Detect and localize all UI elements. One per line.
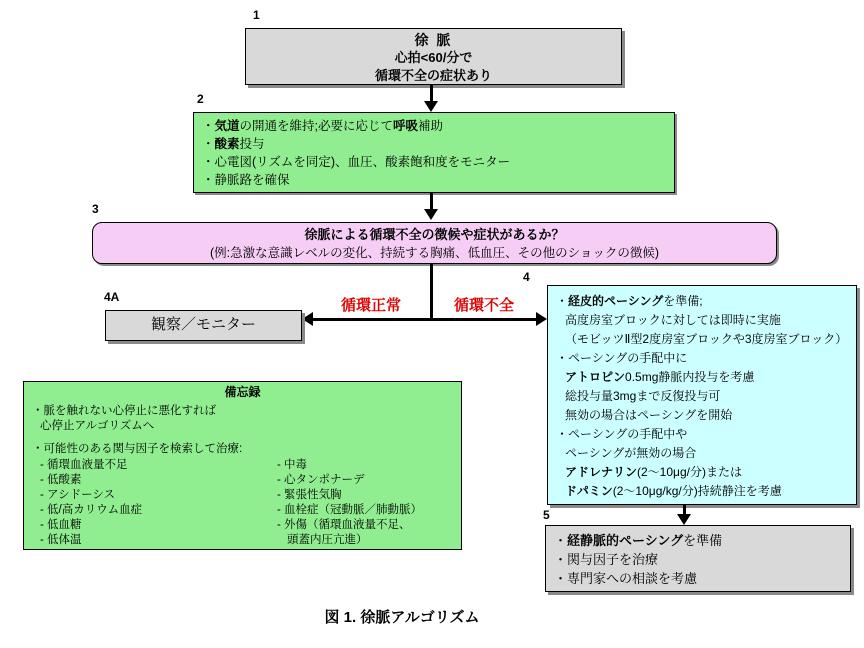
followup-box — [545, 525, 851, 592]
box4-line2: 高度房室ブロックに対しては即時に実施 — [565, 313, 781, 327]
box3-question: 徐脈による循環不全の徴候や症状があるか？ — [304, 227, 565, 242]
initial-care-box — [193, 112, 675, 193]
circulation-normal-label: 循環正常 — [341, 297, 402, 314]
pacing-treatment-box — [547, 285, 857, 505]
step-number-1: 1 — [253, 8, 260, 22]
box4-line5: アトロピン0.5mg静脈内投与を考慮 — [565, 370, 755, 384]
box3-examples: (例:急激な意識レベルの変化、持続する胸痛、低血圧、その他のショックの徴候) — [209, 246, 660, 260]
factor-item: - 低血糖 — [40, 519, 82, 531]
branch-horizontal-line — [313, 318, 536, 321]
perfusion-decision-box — [92, 222, 777, 264]
factor-item: - アシドーシス — [40, 489, 115, 501]
box2-line4: ・静脈路を確保 — [202, 173, 290, 187]
connector-1-2-arrowhead — [424, 101, 438, 112]
step-number-4: 4 — [523, 270, 530, 284]
memo-box — [23, 381, 462, 550]
branch-right-arrowhead — [536, 312, 547, 326]
factor-item: - 低/高カリウム血症 — [40, 504, 143, 516]
step-number-2: 2 — [197, 92, 204, 106]
factor-item: - 血栓症（冠動脈／肺動脈） — [277, 504, 423, 516]
box4-line4: ・ペーシングの手配中に — [556, 351, 688, 365]
memo-note1-line1: ・脈を触れない心停止に悪化すれば — [32, 405, 216, 417]
bradycardia-definition-box — [245, 28, 622, 85]
memo-title: 備忘録 — [224, 385, 261, 399]
step-number-3: 3 — [92, 202, 99, 216]
memo-note1-line2: 心停止アルゴリズムへ — [40, 420, 155, 432]
box4-line3: （モビッツⅡ型2度房室ブロックや3度房室ブロック） — [565, 332, 848, 346]
memo-factors-right — [277, 458, 422, 548]
factor-item: - 心タンポナーデ — [277, 474, 365, 486]
box2-line3: ・心電図(リズムを同定)、血圧、酸素飽和度をモニター — [202, 155, 511, 169]
box4-line9: ペーシングが無効の場合 — [565, 446, 697, 460]
box2-line1: ・気道の開通を維持;必要に応じて呼吸補助 — [202, 119, 444, 133]
factor-item: - 低酸素 — [40, 474, 82, 486]
box4-line7: 無効の場合はペーシングを開始 — [565, 408, 733, 422]
factor-item: - 中毒 — [277, 459, 308, 471]
observe-monitor-box — [105, 310, 302, 341]
box5-line3: ・専門家への相談を考慮 — [554, 571, 698, 586]
circulation-failure-label: 循環不全 — [454, 297, 515, 314]
factor-item: - 循環血液量不足 — [40, 459, 128, 471]
factor-item: - 外傷（循環血液量不足、 — [277, 519, 411, 531]
connector-4-5-arrowhead — [677, 514, 691, 525]
box4a-label: 観察／モニター — [150, 316, 256, 333]
figure-caption: 図 1. 徐脈アルゴリズム — [324, 609, 480, 626]
connector-2-3-arrowhead — [424, 209, 438, 220]
branch-left-arrowhead — [302, 312, 313, 326]
connector-2-3-line — [430, 193, 433, 210]
box4-line8: ・ペーシングの手配中や — [556, 427, 688, 441]
memo-factors-left — [40, 458, 142, 548]
box4-line6: 総投与量3mgまで反復投与可 — [565, 389, 721, 403]
step-number-4a: 4A — [104, 290, 120, 304]
box4-line10: アドレナリン(2～10μg/分)または — [565, 465, 742, 479]
box1-title: 徐 脈 — [414, 32, 453, 48]
box1-line2: 心拍<60/分で — [394, 50, 473, 65]
box4-line11: ドパミン(2～10μg/kg/分)持続静注を考慮 — [565, 484, 782, 498]
box2-line2: ・酸素投与 — [202, 137, 265, 151]
factor-item-continuation: 頭蓋内圧亢進） — [287, 534, 368, 546]
box1-line3: 循環不全の症状あり — [374, 68, 492, 83]
memo-note2: ・可能性のある関与因子を検索して治療: — [32, 443, 243, 455]
factor-item: - 緊張性気胸 — [277, 489, 342, 501]
step-number-5: 5 — [543, 508, 550, 522]
box4-line1: ・経皮的ペーシングを準備; — [556, 294, 703, 308]
box5-line1: ・経静脈的ペーシングを準備 — [554, 533, 723, 548]
factor-item: - 低体温 — [40, 534, 82, 546]
box5-line2: ・関与因子を治療 — [554, 552, 659, 567]
connector-3-branch-line — [430, 263, 433, 319]
